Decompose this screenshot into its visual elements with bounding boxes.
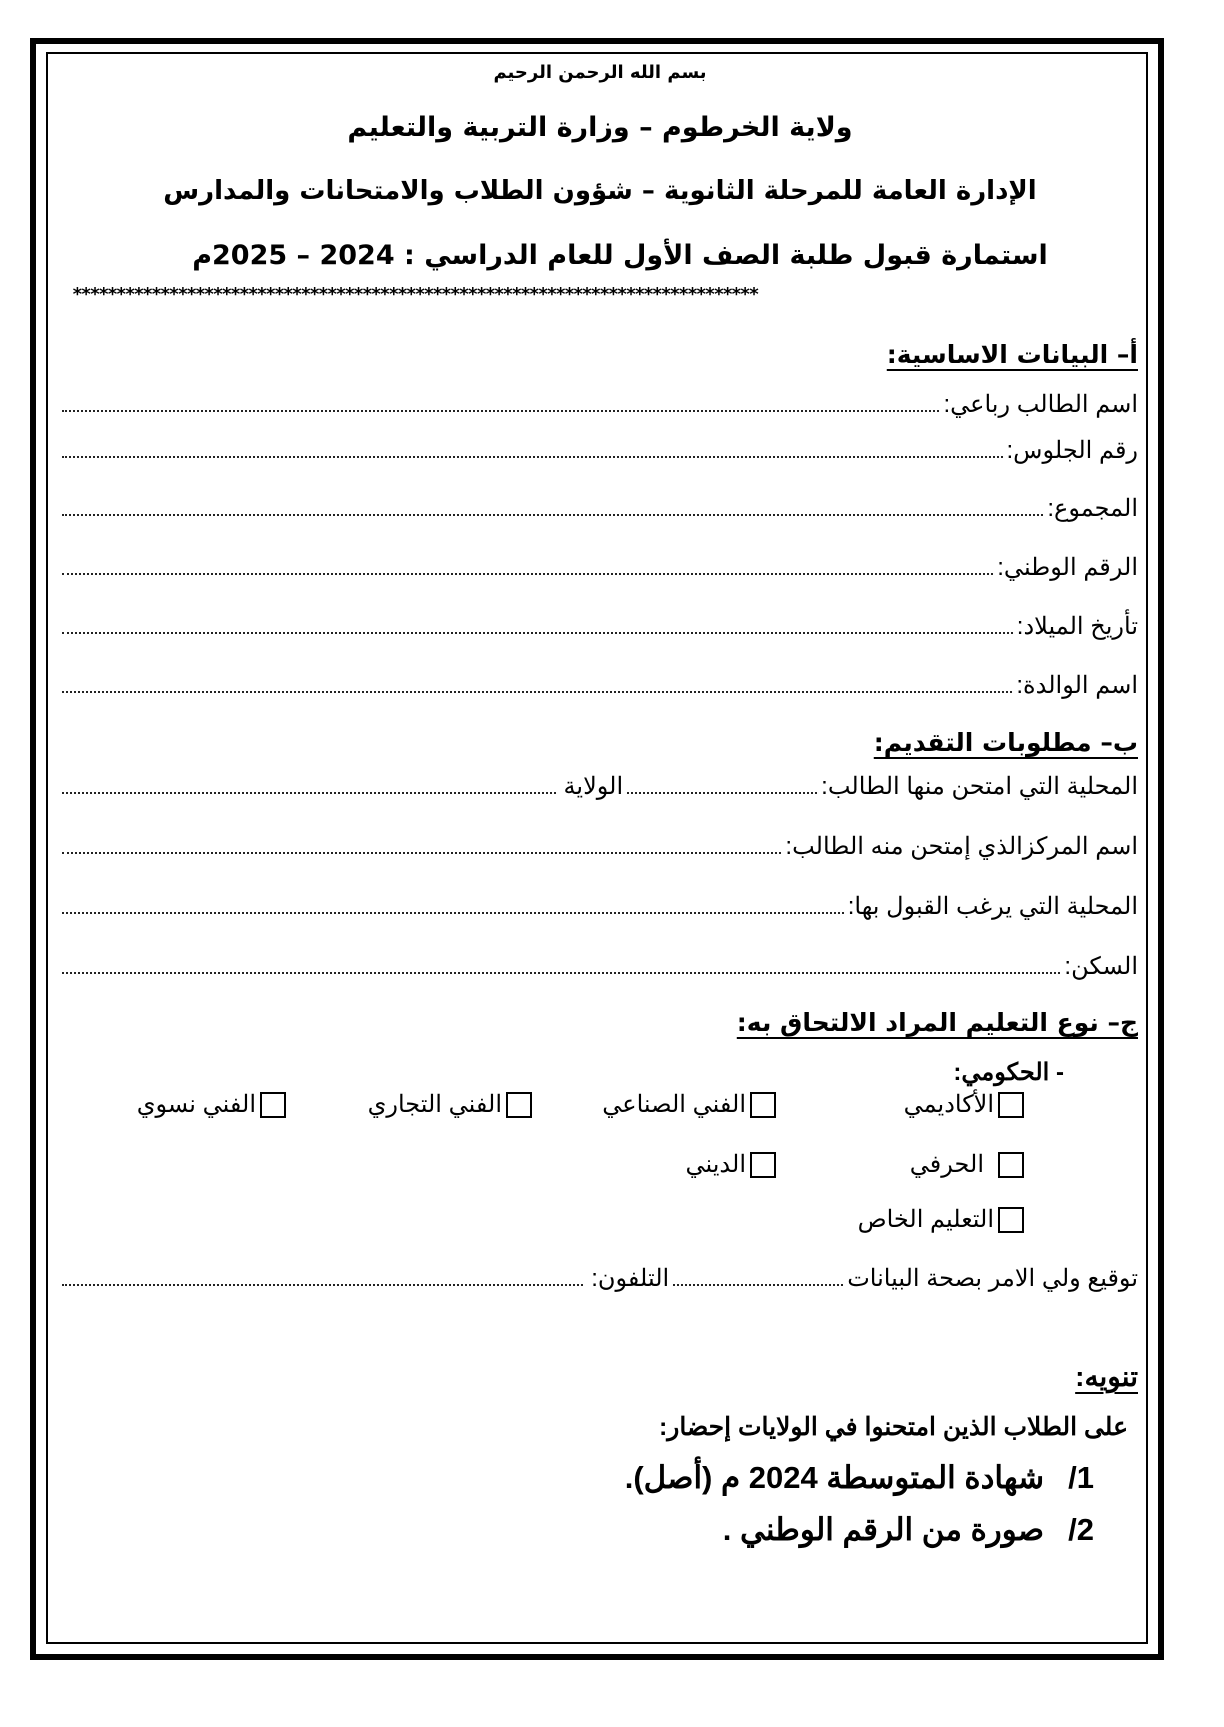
note-title: تنويه: (1075, 1361, 1138, 1392)
field-label: اسم المركزالذي إمتحن منه الطالب: (785, 833, 1138, 860)
fill-line[interactable] (62, 792, 556, 794)
guardian-signature-row[interactable] (62, 1264, 1138, 1293)
state-label: الولاية (563, 773, 624, 800)
fill-line[interactable] (627, 792, 817, 794)
field-label: المحلية التي امتحن منها الطالب: (821, 773, 1138, 800)
option-technical-women[interactable] (137, 1090, 286, 1119)
basmala: بسم الله الرحمن الرحيم (493, 62, 707, 83)
note-item-1 (625, 1460, 1094, 1496)
field-label: اسم الوالدة: (1016, 672, 1138, 699)
phone-line[interactable] (62, 1284, 583, 1286)
checkbox[interactable] (506, 1092, 532, 1118)
option-label: الأكاديمي (903, 1091, 994, 1118)
option-label: الحرفي (909, 1151, 984, 1178)
fill-line[interactable] (62, 514, 1043, 516)
phone-label: التلفون: (591, 1265, 670, 1292)
option-vocational[interactable] (910, 1150, 1024, 1179)
field-label: رقم الجلوس: (1006, 437, 1138, 464)
note-item-text: شهادة المتوسطة 2024 م (أصل). (624, 1460, 1045, 1495)
fill-line[interactable] (62, 852, 781, 854)
checkbox[interactable] (998, 1207, 1024, 1233)
field-label: السكن: (1064, 953, 1138, 980)
field-student-name[interactable] (62, 390, 1138, 419)
option-label: الفني نسوي (136, 1091, 256, 1118)
checkbox[interactable] (998, 1152, 1024, 1178)
note-item-number: 1/ (1068, 1460, 1094, 1495)
field-label: تأريخ الميلاد: (1016, 613, 1138, 640)
option-religious[interactable] (685, 1150, 776, 1179)
field-exam-locality[interactable] (62, 772, 1138, 801)
fill-line[interactable] (62, 632, 1013, 634)
field-label: الرقم الوطني: (997, 554, 1138, 581)
field-desired-locality[interactable] (62, 892, 1138, 921)
fill-line[interactable] (62, 972, 1060, 974)
checkbox[interactable] (998, 1092, 1024, 1118)
field-national-id[interactable] (62, 553, 1138, 582)
separator: ****************************************************************************** (72, 284, 758, 305)
option-technical-industrial[interactable] (602, 1090, 776, 1119)
section-c-title: ج– نوع التعليم المراد الالتحاق به: (736, 1008, 1138, 1037)
government-label: - الحكومي: (953, 1059, 1064, 1086)
option-label: الديني (685, 1151, 746, 1178)
guardian-signature-label: توقيع ولي الامر بصحة البيانات (847, 1265, 1138, 1292)
option-label: الفني الصناعي (602, 1091, 746, 1118)
note-intro: على الطلاب الذين امتحنوا في الولايات إحضار: (658, 1413, 1128, 1441)
option-academic[interactable] (904, 1090, 1024, 1119)
note-item-text: صورة من الرقم الوطني . (722, 1512, 1045, 1547)
fill-line[interactable] (62, 410, 939, 412)
section-b-title: ب– مطلوبات التقديم: (873, 728, 1138, 757)
checkbox[interactable] (750, 1092, 776, 1118)
fill-line[interactable] (62, 573, 993, 575)
fill-line[interactable] (62, 456, 1003, 458)
option-label: التعليم الخاص (857, 1206, 994, 1233)
note-item-2 (723, 1512, 1094, 1548)
note-item-number: 2/ (1068, 1512, 1094, 1547)
field-mother-name[interactable] (62, 671, 1138, 700)
field-seat-number[interactable] (62, 436, 1138, 465)
option-private-education[interactable] (858, 1205, 1024, 1234)
field-exam-center[interactable] (62, 832, 1138, 861)
fill-line[interactable] (62, 912, 844, 914)
field-label: المحلية التي يرغب القبول بها: (847, 893, 1138, 920)
field-total[interactable] (62, 494, 1138, 523)
section-a-title: أ– البيانات الاساسية: (886, 340, 1138, 369)
field-label: المجموع: (1047, 495, 1138, 522)
form-title: استمارة قبول طلبة الصف الأول للعام الدراسي : 2024 – 2025م (192, 240, 1048, 271)
option-technical-commercial[interactable] (368, 1090, 532, 1119)
option-label: الفني التجاري (367, 1091, 502, 1118)
checkbox[interactable] (750, 1152, 776, 1178)
field-residence[interactable] (62, 952, 1138, 981)
department-title: الإدارة العامة للمرحلة الثانوية – شؤون الطلاب والامتحانات والمدارس (163, 176, 1037, 206)
checkbox[interactable] (260, 1092, 286, 1118)
field-birth-date[interactable] (62, 612, 1138, 641)
field-label: اسم الطالب رباعي: (943, 391, 1138, 418)
fill-line[interactable] (62, 691, 1012, 693)
signature-line[interactable] (673, 1284, 843, 1286)
ministry-title: ولاية الخرطوم – وزارة التربية والتعليم (347, 112, 853, 143)
